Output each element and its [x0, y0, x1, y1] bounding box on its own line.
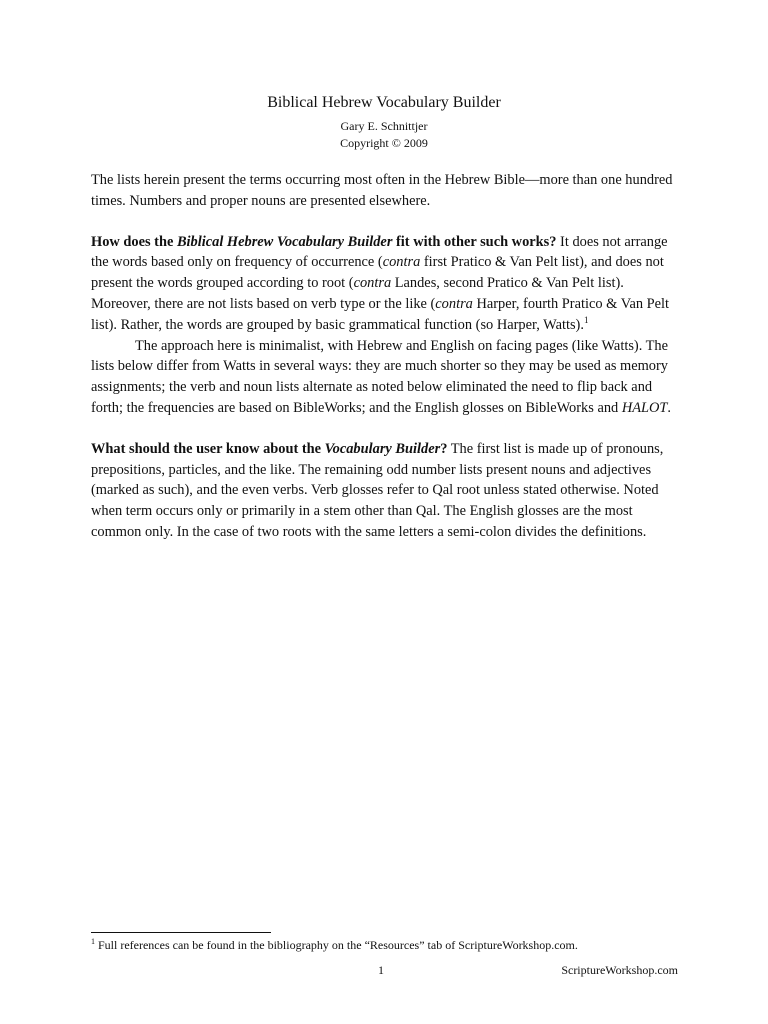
copyright-notice: Copyright © 2009 — [340, 136, 428, 150]
section-2-question: What should the user know about the Vocabulary Builder? — [91, 440, 448, 457]
approach-paragraph: The approach here is minimalist, with Hebrew and English on facing pages (like Watts). The lists below differ from Watts in several ways: they are much shorter so they may be used as memory assignments; the verb and noun lists alternate as noted below eliminated the need to flip back and forth; the frequencies are based on BibleWorks; and the English glosses on BibleWorks and HALOT. — [91, 337, 672, 416]
document-title: Biblical Hebrew Vocabulary Builder — [267, 94, 501, 111]
contra-term: contra — [353, 275, 392, 292]
page-number: 1 — [378, 963, 384, 977]
footnote-number: 1 — [91, 937, 95, 946]
intro-paragraph: The lists herein present the terms occurring most often in the Hebrew Bible—more than one hundred times. Numbers and proper nouns are presented elsewhere. — [91, 172, 673, 209]
halot-ref: HALOT — [621, 399, 668, 416]
section-2-paragraph: What should the user know about the Vocabulary Builder? The first list is made up of pronouns, prepositions, particles, and the like. The remaining odd number lists present nouns and adjectives (marked as such), and the even verbs. Verb glosses refer to Qal root unless stated otherwise. Noted when term occurs only or primarily in a stem other than Qal. The English glosses are the most common only. In the case of two roots with the same letters a semi-colon divides the definitions. — [91, 440, 664, 540]
footnote-text: Full references can be found in the bibliography on the “Resources” tab of ScriptureWorkshop.com. — [95, 938, 578, 952]
footnote-marker[interactable]: 1 — [583, 314, 589, 325]
footnote — [91, 937, 691, 953]
book-title-ref: Biblical Hebrew Vocabulary Builder — [176, 233, 393, 250]
author-name: Gary E. Schnittjer — [340, 119, 428, 133]
footnote-separator — [91, 932, 271, 933]
section-1-question: How does the Biblical Hebrew Vocabulary Builder fit with other such works? — [91, 233, 557, 250]
contra-term: contra — [435, 295, 473, 312]
footer-site: ScriptureWorkshop.com — [561, 963, 678, 977]
contra-term: contra — [382, 254, 421, 271]
section-1-paragraph: How does the Biblical Hebrew Vocabulary Builder fit with other such works? It does not arrange the words based only on frequency of occurrence (contra first Pratico & Van Pelt list), and does not present the words grouped according to root (contra Landes, second Pratico & Van Pelt list). Moreover, there are not lists based on verb type or the like (contra Harper, fourth Pratico & Van Pelt list). Rather, the words are grouped by basic grammatical function (so Harper, Watts).$^1$ — [91, 233, 670, 333]
document-body — [91, 170, 681, 543]
book-title-ref: Vocabulary Builder — [324, 440, 441, 457]
